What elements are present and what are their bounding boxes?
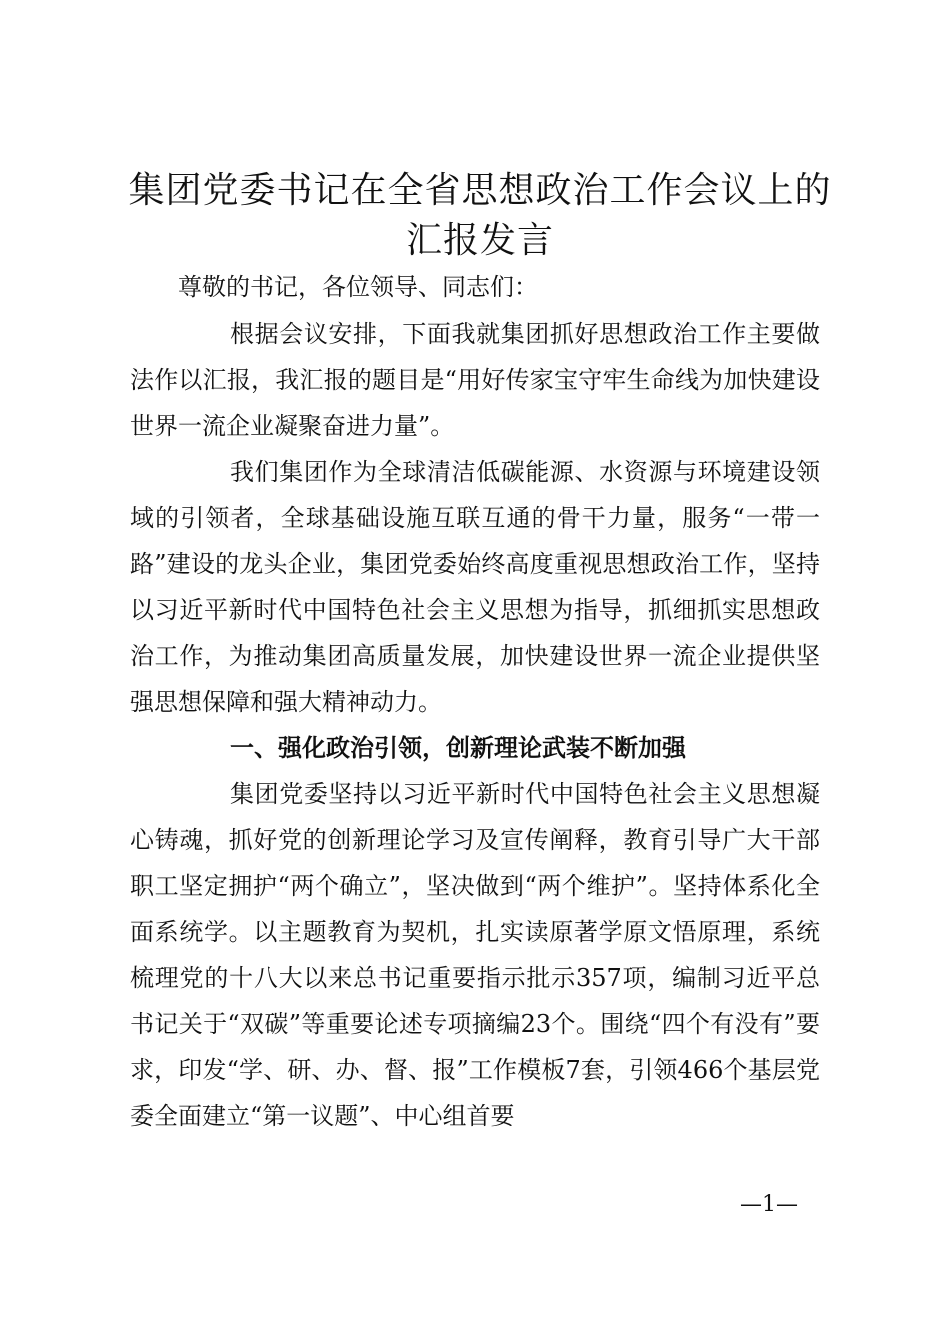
page-number: —1— bbox=[740, 1192, 798, 1217]
document-title: 集团党委书记在全省思想政治工作会议上的汇报发言 bbox=[128, 170, 832, 261]
paragraph-intro: 根据会议安排，下面我就集团抓好思想政治工作主要做法作以汇报，我汇报的题目是“用好传家宝守牢生命线为加快建设世界一流企业凝聚奋进力量”。 bbox=[130, 320, 820, 440]
salutation: 尊敬的书记，各位领导、同志们： bbox=[178, 273, 538, 301]
section-heading: 一、强化政治引领，创新理论武装不断加强 bbox=[230, 734, 686, 762]
section-paragraph: 集团党委坚持以习近平新时代中国特色社会主义思想凝心铸魂，抓好党的创新理论学习及宣传阐释，教育引导广大干部职工坚定拥护“两个确立”，坚决做到“两个维护”。坚持体系化全面系统学。以主题教育为契机，扎实读原著学原文悟原理，系统梳理党的十八大以来总书记重要指示批示357项，编制习近平总书记关于“双碳”等重要论述专项摘编23个。围绕“四个有没有”要求，印发“学、研、办、督、报”工作模板7套，引领466个基层党委全面建立“第一议题”、中心组首要 bbox=[130, 780, 820, 1130]
paragraph-overview: 我们集团作为全球清洁低碳能源、水资源与环境建设领域的引领者，全球基础设施互联互通的骨干力量，服务“一带一路”建设的龙头企业，集团党委始终高度重视思想政治工作，坚持以习近平新时代中国特色社会主义思想为指导，抓细抓实思想政治工作，为推动集团高质量发展，加快建设世界一流企业提供坚强思想保障和强大精神动力。 bbox=[130, 458, 820, 716]
